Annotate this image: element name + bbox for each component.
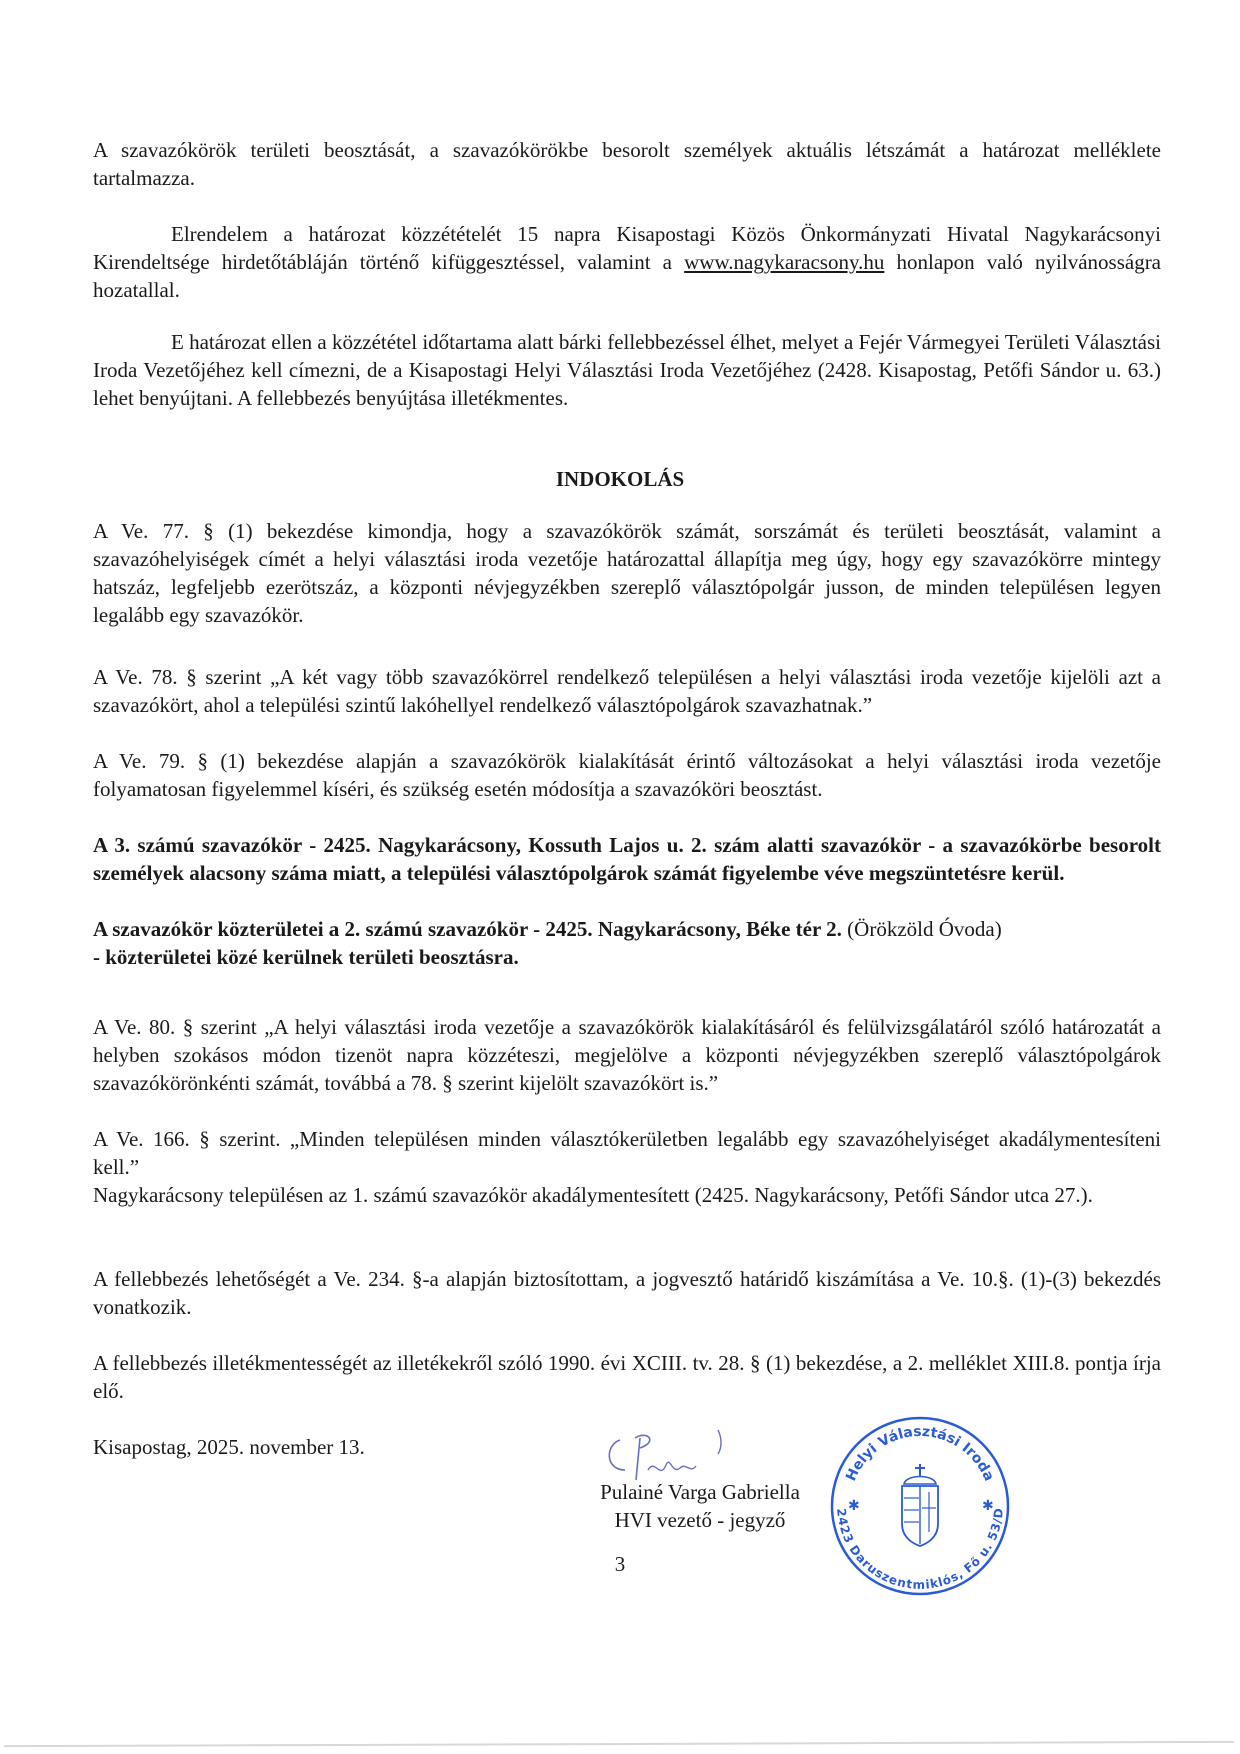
paragraph-text: (Örökzöld Óvoda) — [841, 917, 1002, 941]
stamp-bottom-text: 2423 Daruszentmiklós, Fő u. 53/D — [834, 1507, 1006, 1592]
paragraph-text: A Ve. 79. § (1) bekezdése alapján a szavazókörök kialakítását érintő változásokat a helyi választási iroda vezetője folyamatosan figyelemmel kíséri, és szükség esetén módosítja a szavazóköri beosztást. — [93, 749, 1161, 801]
page-bottom-edge — [4, 1741, 1234, 1747]
signature-stroke — [648, 1462, 696, 1470]
signature-stroke — [609, 1440, 625, 1470]
signature-stroke — [718, 1430, 721, 1454]
paragraph-publication-order — [93, 220, 1161, 304]
signatory-title: HVI vezető - jegyző — [614, 1508, 786, 1532]
paragraph-district-3-closure — [93, 831, 1161, 887]
section-heading-indokolas: INDOKOLÁS — [555, 467, 685, 491]
paragraph-text: A 3. számú szavazókör - 2425. Nagykarácsony, Kossuth Lajos u. 2. szám alatti szavazókör - a szavazókörbe besorolt személyek alacsony száma miatt, a települési választópolgárok számát figyelembe véve megszüntetésre kerül. — [93, 833, 1161, 885]
paragraph-text: Elrendelem a határozat közzétételét 15 napra Kisapostagi Közös Önkormányzati Hivatal Nagykarácsonyi Kirendeltsége hirdetőtábláján történő kifüggesztéssel, valamint a — [93, 222, 1161, 274]
paragraph-text: A Ve. 166. § szerint. „Minden településen minden választókerületben legalább egy szavazóhelyiséget akadálymentesíteni kell.” — [93, 1127, 1161, 1179]
official-stamp-icon — [826, 1412, 1014, 1600]
page-number: 3 — [614, 1552, 626, 1576]
stamp-top-text: Helyi Választási Iroda — [843, 1423, 997, 1484]
paragraph-text: A Ve. 77. § (1) bekezdése kimondja, hogy a szavazókörök számát, sorszámát és területi beosztását, valamint a szavazóhelyiségek címét a helyi választási iroda vezetője határozattal állapítja meg úgy, hogy egy szavazókörre mintegy hatszáz, legfeljebb ezerötszáz, a központi névjegyzékben szereplő választópolgár jusson, de minden településen legyen legalább egy szavazókör. — [93, 519, 1161, 627]
paragraph-text: A Ve. 78. § szerint „A két vagy több szavazókörrel rendelkező településen a helyi választási iroda vezetője kijelöli azt a szavazókört, ahol a települési szintű lakóhellyel rendelkező választópolgárok szavazhatnak.” — [93, 665, 1161, 717]
paragraph-ve-166 — [93, 1125, 1161, 1181]
paragraph-text-bold: - közterületei közé kerülnek területi beosztásra. — [93, 945, 519, 969]
stamp-star-left-icon: ✱ — [848, 1498, 860, 1514]
signature-stroke — [636, 1438, 640, 1480]
place-date-text: Kisapostag, 2025. november 13. — [93, 1435, 365, 1459]
paragraph-text: A fellebbezés illetékmentességét az illetékekről szóló 1990. évi XCIII. tv. 28. § (1) bekezdése, a 2. melléklet XIII.8. pontja írja elő. — [93, 1351, 1161, 1403]
paragraph-ve-234 — [93, 1265, 1161, 1321]
coat-of-arms-icon — [902, 1464, 938, 1546]
signature-block — [560, 1478, 840, 1534]
paragraph-ve-78 — [93, 663, 1161, 719]
paragraph-text: E határozat ellen a közzététel időtartama alatt bárki fellebbezéssel élhet, melyet a Fejér Vármegyei Területi Választási Iroda Vezetőjéhez kell címezni, de a Kisapostagi Helyi Választási Iroda Vezetőjéhez (2428. Kisapostag, Petőfi Sándor u. 63.) lehet benyújtani. A fellebbezés benyújtása illetékmentes. — [93, 330, 1161, 410]
paragraph-fee-exemption — [93, 1349, 1161, 1405]
paragraph-text: Nagykarácsony településen az 1. számú szavazókör akadálymentesített (2425. Nagykarácsony, Petőfi Sándor utca 27.). — [93, 1183, 1093, 1207]
paragraph-district-reassignment — [93, 915, 1161, 971]
stamp-star-right-icon: ✱ — [982, 1498, 994, 1514]
paragraph-ve-79 — [93, 747, 1161, 803]
paragraph-appeal-rights — [93, 328, 1161, 412]
paragraph-annex-note — [93, 136, 1161, 192]
paragraph-text-bold: A szavazókör közterületei a 2. számú szavazókör - 2425. Nagykarácsony, Béke tér 2. — [93, 917, 842, 941]
paragraph-ve-77 — [93, 517, 1161, 629]
signatory-name: Pulainé Varga Gabriella — [600, 1480, 800, 1504]
paragraph-accessible-district — [93, 1181, 1161, 1209]
paragraph-text: A fellebbezés lehetőségét a Ve. 234. §-a alapján biztosítottam, a jogvesztő határidő kiszámítása a Ve. 10.§. (1)-(3) bekezdés vonatkozik. — [93, 1267, 1161, 1319]
paragraph-text: honlapon való nyilvánosságra hozatallal. — [93, 250, 1162, 302]
paragraph-text: A Ve. 80. § szerint „A helyi választási iroda vezetője a szavazókörök kialakításáról és felülvizsgálatáról szóló határozatát a helyben szokásos módon tizenöt napra közzéteszi, megjelölve a központi névjegyzékben szereplő választópolgárok szavazókörönkénti számát, továbbá a 78. § szerint kijelölt szavazókört is.” — [93, 1015, 1161, 1095]
website-link[interactable]: www.nagykaracsony.hu — [684, 250, 885, 274]
paragraph-text: A szavazókörök területi beosztását, a szavazókörökbe besorolt személyek aktuális létszámát a határozat melléklete tartalmazza. — [93, 138, 1161, 190]
signature-stroke — [635, 1435, 650, 1448]
paragraph-ve-80 — [93, 1013, 1161, 1097]
